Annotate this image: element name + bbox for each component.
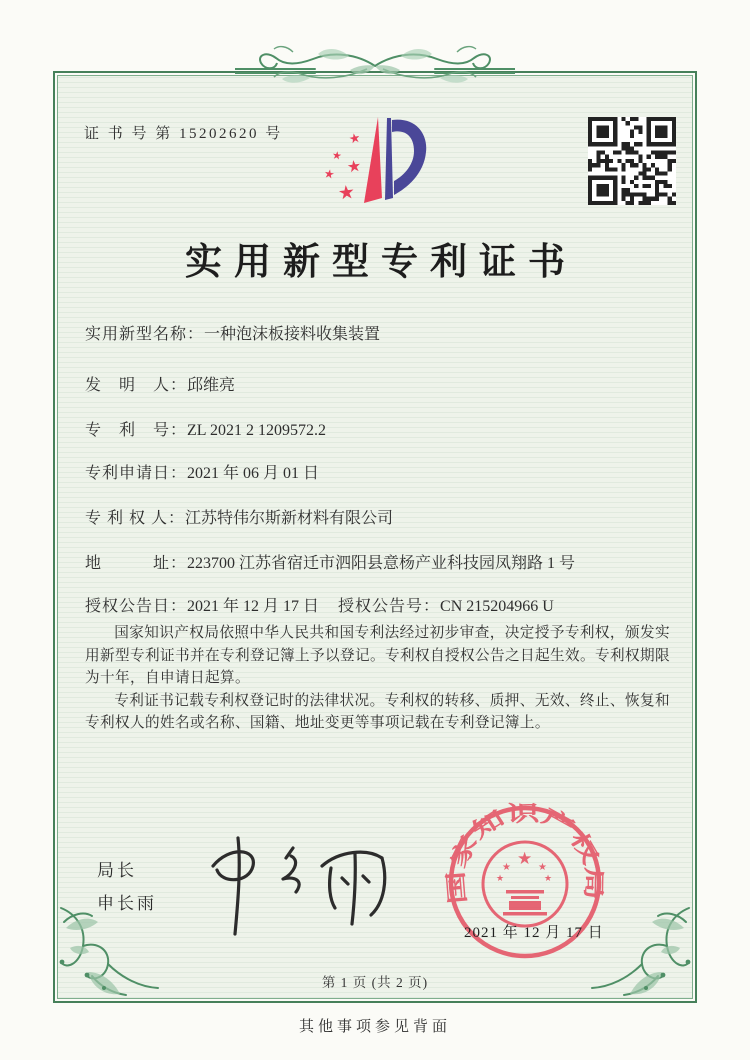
star-icon: ★ — [322, 166, 336, 182]
field-utility-model-name — [85, 321, 380, 344]
field-label: 专 利 权 人： — [85, 510, 186, 527]
field-address — [85, 550, 575, 573]
footer-note: 其他事项参见背面 — [298, 1019, 451, 1035]
logo-red-wedge — [364, 117, 382, 203]
field-value: 2021 年 06 月 01 日 — [187, 465, 320, 482]
cnipa-logo — [303, 105, 461, 218]
national-emblem-icon — [483, 842, 567, 926]
field-value: 邱维亮 — [187, 377, 236, 394]
grant-number-value: CN 215204966 U — [440, 598, 554, 615]
grant-date-label: 授权公告日： — [85, 598, 188, 615]
field-label: 发 明 人： — [85, 377, 188, 394]
qr-finder-bottom-left — [588, 176, 617, 205]
star-icon: ★ — [331, 148, 343, 163]
top-floral-ornament — [235, 26, 515, 90]
logo-blue-bowl — [392, 120, 426, 195]
grant-number-pair — [338, 593, 554, 616]
director-name: 申长雨 — [97, 894, 157, 913]
seal-text: 国家知识产权局 — [443, 800, 607, 905]
qr-code — [588, 117, 676, 205]
director-signature — [195, 826, 400, 941]
logo-stars — [323, 131, 363, 205]
field-value: 223700 江苏省宿迁市泗阳县意杨产业科技园凤翔路 1 号 — [187, 555, 576, 572]
field-patent-number — [85, 417, 326, 440]
field-value: ZL 2021 2 1209572.2 — [187, 422, 326, 439]
field-label: 专利申请日： — [85, 465, 188, 482]
certificate-number: 证 书 号 第 15202620 号 — [84, 126, 283, 142]
field-value: 一种泡沫板接料收集装置 — [204, 326, 381, 343]
field-label: 实用新型名称： — [85, 326, 205, 343]
qr-finder-top-right — [647, 117, 676, 146]
field-patentee — [85, 505, 393, 528]
grant-number-label: 授权公告号： — [338, 598, 441, 615]
svg-text:★: ★ — [538, 862, 547, 873]
director-role: 局长 — [97, 861, 137, 880]
svg-text:★: ★ — [517, 849, 533, 869]
field-grant-row — [85, 593, 670, 616]
field-inventor — [85, 372, 235, 395]
legal-text-block — [85, 622, 670, 735]
logo-blue-bar — [385, 118, 393, 200]
grant-date-value: 2021 年 12 月 17 日 — [187, 598, 320, 615]
field-label: 地 址： — [85, 555, 188, 572]
certificate-title: 实用新型专利证书 — [185, 242, 577, 283]
svg-text:★: ★ — [496, 874, 505, 884]
field-label: 专 利 号： — [85, 422, 188, 439]
legal-paragraph-2: 专利证书记载专利权登记时的法律状况。专利权的转移、质押、无效、终止、恢复和专利权人的姓名或名称、国籍、地址变更等事项记载在专利登记簿上。 — [85, 692, 670, 732]
star-icon: ★ — [345, 155, 363, 177]
seal-date: 2021 年 12 月 17 日 — [464, 925, 604, 941]
page-indicator: 第 1 页 (共 2 页) — [321, 975, 429, 990]
field-filing-date — [85, 460, 319, 483]
svg-text:★: ★ — [544, 874, 553, 884]
svg-text:★: ★ — [502, 862, 511, 873]
legal-paragraph-1: 国家知识产权局依照中华人民共和国专利法经过初步审查，决定授予专利权，颁发实用新型专利证书并在专利登记簿上予以登记。专利权自授权公告之日起生效。专利权期限为十年，自申请日起算。 — [85, 625, 670, 687]
field-value: 江苏特伟尔斯新材料有限公司 — [185, 510, 394, 527]
star-icon: ★ — [347, 130, 363, 148]
star-icon: ★ — [336, 180, 357, 205]
qr-finder-top-left — [588, 117, 617, 146]
